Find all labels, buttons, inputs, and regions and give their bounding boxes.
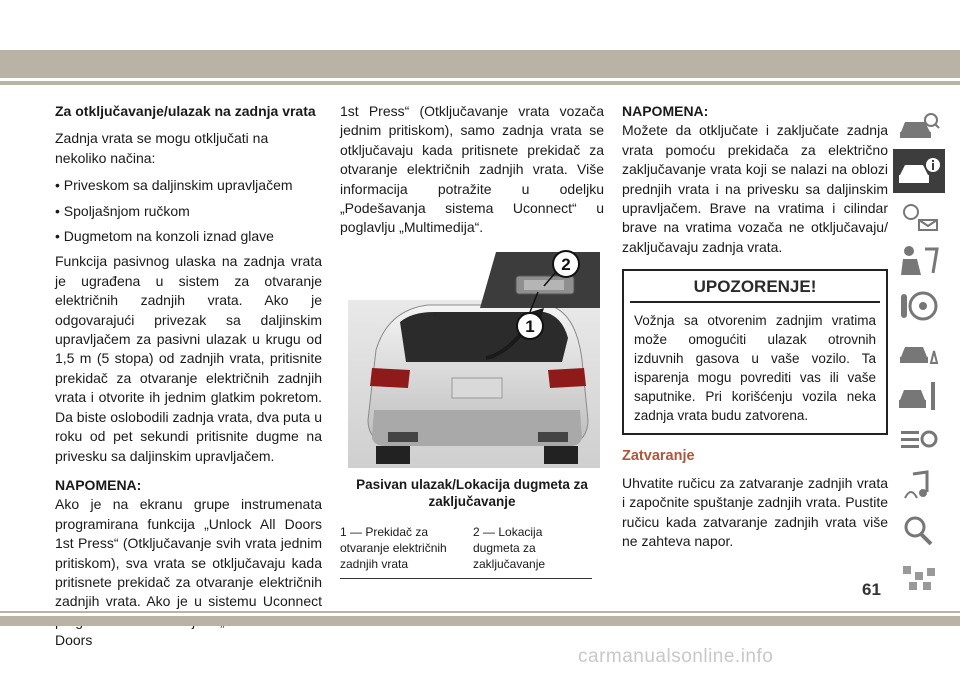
bottom-band-line (0, 611, 960, 613)
tab-customer-assistance[interactable] (893, 509, 945, 553)
continued-text: 1st Press“ (Otključavanje vrata vozača jednim pritiskom), samo zadnja vrata se otključavaju kada pritisnete prekidač za otvaranje električnih zadnjih vrata. Više informacija potražite u odeljku „Podešavanja sistema Uconnect“ u poglavlju „Multimedija“. (340, 103, 604, 236)
tab-safety[interactable] (893, 239, 945, 283)
tab-multimedia[interactable] (893, 464, 945, 508)
warning-box (622, 269, 888, 434)
column-1 (55, 102, 322, 651)
car-info-icon (897, 153, 941, 189)
suv-rear-illustration (348, 250, 600, 468)
legend-item-2: 2 — Lokacija dugmeta za zaključavanje (473, 524, 546, 571)
tab-emergency[interactable] (893, 329, 945, 373)
bullet-item: • Dugmetom na konzoli iznad glave (55, 228, 274, 245)
section-text: Uhvatite ručicu za zatvaranje zadnjih vrata i započnite spuštanje zadnjih vrata. Pustite ručicu kada zatvaranje zadnjih vrata više ne zahteva napor. (622, 475, 888, 550)
tab-servicing[interactable] (893, 374, 945, 418)
tab-index[interactable] (893, 554, 945, 598)
search-icon (897, 513, 941, 549)
multimedia-icon (897, 468, 941, 504)
note-text: Možete da otključate i zaključate zadnja vrata pomoću prekidača za električno zaključavanje vrata koji se nalazi na oblozi prednjih vrata i na privesku sa daljinskim upravljačem. Brave na vratima i cilindar brave na vratima vozača ne otključavaju/ zaključavaju zadnja vrata. (622, 122, 888, 255)
roadside-hazard-icon (897, 333, 941, 369)
index-letters-icon (897, 558, 941, 594)
tab-vehicle-overview[interactable] (893, 104, 945, 148)
warning-text: Vožnja sa otvorenim zadnjim vratima može omogućiti ulazak otrovnih izduvnih gasova u vaše vozilo. Ta isparenja mogu povrediti vas ili vaše saputnike. Pri korišćenju vozila neka zadnja vrata budu zatvorena. (634, 312, 876, 423)
callout-2-label: 2 (561, 254, 571, 274)
figure-caption: Pasivan ulazak/Lokacija dugmeta za zaključavanje (356, 476, 588, 509)
intro-text: Zadnja vrata se mogu otključati na nekoliko načina: (55, 130, 269, 166)
page-number: 61 (862, 580, 881, 599)
chapter-tabs (893, 104, 945, 599)
warning-lights-icon (897, 198, 941, 234)
column-2 (340, 102, 604, 579)
tab-starting-operating[interactable] (893, 284, 945, 328)
figure-legend (340, 524, 592, 579)
body-paragraph: Funkcija pasivnog ulaska na zadnja vrata je ugrađena u sistem za otvaranje električnih zadnjih vrata. Ako je odgovarajući privezak sa daljinskim upravljačem za pasivni ulazak u krugu od 1,5 m (5 stopa) od zadnjih vrata, pritisnite prekidač za otvaranje električnih zadnjih vrata i otvorite ih jednim glatkim pokretom. Da biste oslobodili zadnja vrata, dva puta u roku od pet sekundi pritisnite dugme na privesku sa daljinskim upravljačem. (55, 253, 322, 464)
section-heading: Za otključavanje/ulazak na zadnja vrata (55, 103, 316, 119)
top-band (0, 50, 960, 78)
note-label: NAPOMENA: (55, 476, 142, 493)
bottom-band (0, 616, 960, 626)
car-wrench-icon (897, 378, 941, 414)
specs-gear-icon (897, 423, 941, 459)
tab-instrument-panel[interactable] (893, 194, 945, 238)
tab-technical-specs[interactable] (893, 419, 945, 463)
warning-title: UPOZORENJE! (630, 277, 880, 302)
steering-wheel-icon (897, 288, 941, 324)
top-band-line (0, 81, 960, 85)
liftgate-figure (348, 250, 600, 468)
callout-1-label: 1 (525, 316, 535, 336)
tab-getting-to-know[interactable] (893, 149, 945, 193)
section-title: Zatvaranje (622, 447, 695, 464)
note-label: NAPOMENA: (622, 103, 709, 119)
bullet-item: • Priveskom sa daljinskim upravljačem (55, 177, 293, 194)
watermark: carmanualsonline.info (578, 646, 774, 667)
column-3 (622, 102, 888, 552)
safety-airbag-icon (897, 243, 941, 279)
legend-item-1: 1 — Prekidač za otvaranje električnih zadnjih vrata (340, 524, 447, 571)
note-text: Ako je na ekranu grupe instrumenata programirana funkcija „Unlock All Doors 1st Press“ (Otključavanje svih vrata jednim pritiskom), sva vrata se otključavaju kada pritisnete prekidač za otvaranje električnih zadnjih vrata. Ako je u sistemu Uconnect Doors (55, 496, 322, 649)
car-magnifier-icon (897, 108, 941, 144)
bullet-item: • Spoljašnjom ručkom (55, 202, 190, 219)
